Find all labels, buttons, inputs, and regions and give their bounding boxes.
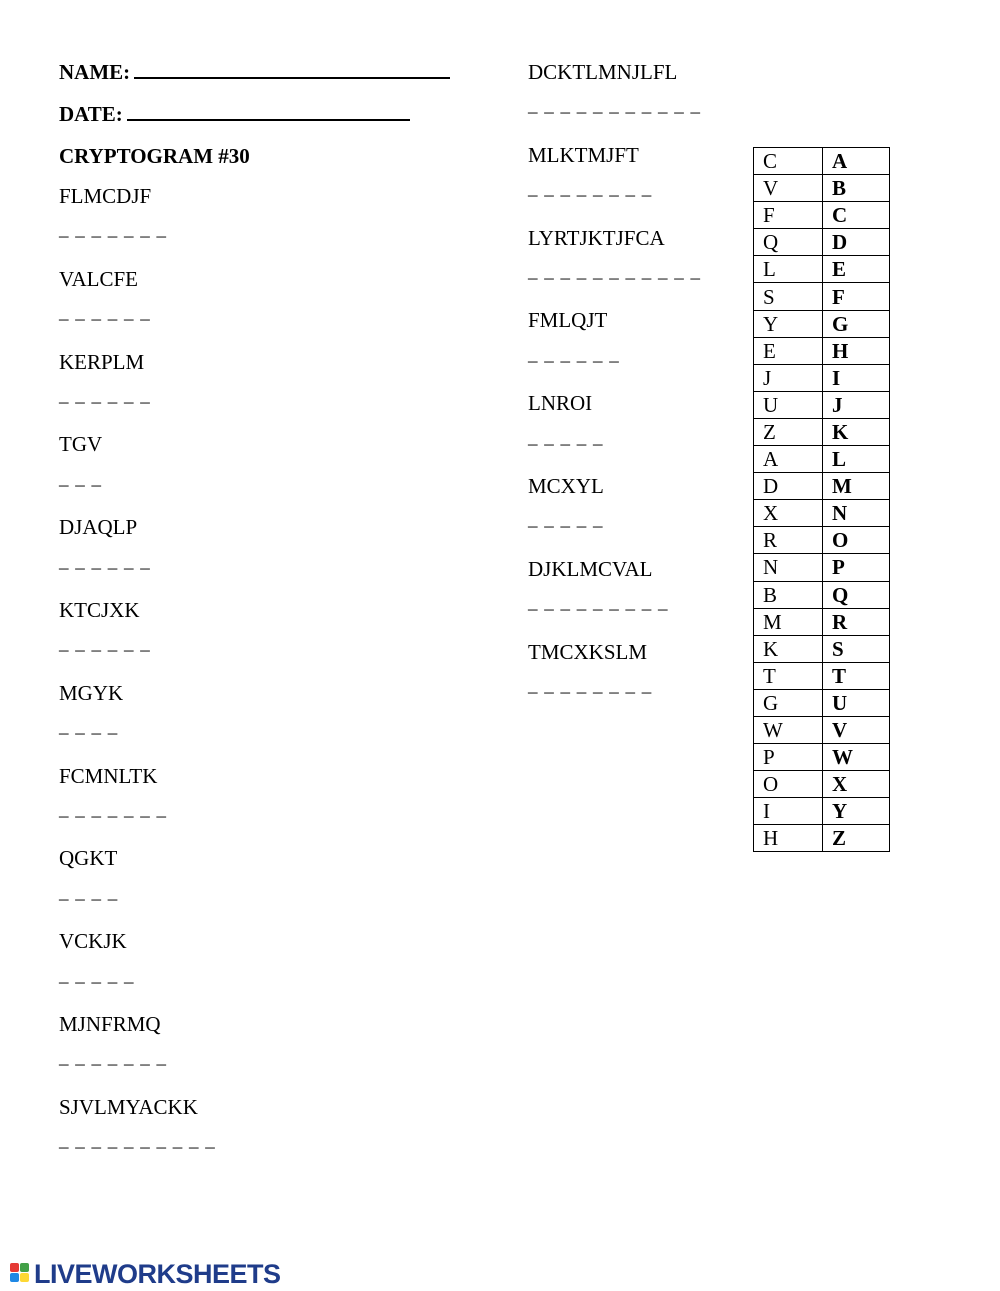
answer-blank[interactable]: _ _ _ _ _ _ _ _ <box>528 178 653 200</box>
cipher-letter: H <box>754 825 823 852</box>
logo-square-yellow <box>20 1273 29 1282</box>
answer-blank[interactable]: _ _ _ _ <box>59 881 119 903</box>
key-row <box>754 798 890 825</box>
logo-square-red <box>10 1263 19 1272</box>
plain-letter: R <box>823 608 890 635</box>
cipher-letter: B <box>754 581 823 608</box>
cipher-word: KERPLM <box>59 349 145 374</box>
cipher-word: TGV <box>59 432 103 457</box>
cipher-letter: W <box>754 716 823 743</box>
plain-letter: N <box>823 500 890 527</box>
answer-blank[interactable]: _ _ _ _ _ _ <box>59 550 151 572</box>
answer-blank[interactable]: _ _ _ _ _ _ _ <box>59 799 167 820</box>
key-row <box>754 310 890 337</box>
key-row <box>754 554 890 581</box>
answer-blank[interactable]: _ _ _ _ _ _ _ _ _ _ <box>59 1130 216 1152</box>
key-row <box>754 202 890 229</box>
cipher-letter: U <box>754 391 823 418</box>
cipher-word: QGKT <box>59 846 118 871</box>
answer-blank[interactable]: _ _ _ _ _ _ _ _ _ <box>528 592 669 614</box>
key-row <box>754 256 890 283</box>
cipher-word: DCKTLMNJLFL <box>528 60 678 84</box>
answer-blank[interactable]: _ _ _ _ _ _ _ _ _ _ _ <box>528 261 701 282</box>
plain-letter: V <box>823 716 890 743</box>
liveworksheets-logo: LIVEWORKSHEETS <box>34 1259 281 1289</box>
cipher-key-table <box>753 147 890 852</box>
cipher-letter: C <box>754 148 823 175</box>
key-row <box>754 500 890 527</box>
answer-blank[interactable]: _ _ _ _ _ _ <box>59 633 151 655</box>
plain-letter: S <box>823 635 890 662</box>
liveworksheets-logo-icon <box>10 1263 30 1283</box>
cipher-letter: O <box>754 771 823 798</box>
plain-letter: B <box>823 175 890 202</box>
cipher-word: TMCXKSLM <box>528 639 648 664</box>
key-row <box>754 608 890 635</box>
answer-blank[interactable]: _ _ _ _ _ _ <box>59 302 151 324</box>
answer-blank[interactable]: _ _ _ _ _ _ _ <box>59 1047 167 1069</box>
date-field[interactable] <box>59 102 410 127</box>
answer-blank[interactable]: _ _ _ _ _ _ <box>59 385 151 406</box>
cipher-word: VALCFE <box>59 266 138 291</box>
plain-letter: F <box>823 283 890 310</box>
cipher-letter: D <box>754 473 823 500</box>
cipher-letter: M <box>754 608 823 635</box>
cipher-letter: J <box>754 364 823 391</box>
answer-blank[interactable]: _ _ _ _ _ _ _ _ _ _ _ <box>528 95 701 117</box>
cipher-word: LYRTJKTJFCA <box>528 225 665 250</box>
cipher-word: DJAQLP <box>59 515 138 540</box>
cipher-word: LNROI <box>528 391 593 416</box>
answer-blank[interactable]: _ _ _ _ _ _ <box>528 343 620 365</box>
plain-letter: U <box>823 689 890 716</box>
key-row <box>754 635 890 662</box>
plain-letter: G <box>823 310 890 337</box>
cipher-letter: R <box>754 527 823 554</box>
plain-letter: O <box>823 527 890 554</box>
cipher-letter: L <box>754 256 823 283</box>
plain-letter: H <box>823 337 890 364</box>
key-row <box>754 175 890 202</box>
key-row <box>754 716 890 743</box>
key-row <box>754 825 890 852</box>
cipher-letter: V <box>754 175 823 202</box>
key-row <box>754 662 890 689</box>
answer-blank[interactable]: _ _ _ _ <box>59 716 119 738</box>
cipher-word: MGYK <box>59 680 124 705</box>
date-underline <box>127 103 410 121</box>
cipher-letter: Y <box>754 310 823 337</box>
cipher-letter: S <box>754 283 823 310</box>
answer-blank[interactable]: _ _ _ <box>59 467 102 489</box>
key-row <box>754 364 890 391</box>
cipher-word: MCXYL <box>528 474 604 498</box>
key-row <box>754 446 890 473</box>
cipher-letter: P <box>754 744 823 771</box>
key-row <box>754 771 890 798</box>
key-row <box>754 391 890 418</box>
answer-blank[interactable]: _ _ _ _ _ <box>59 964 135 986</box>
plain-letter: J <box>823 391 890 418</box>
key-row <box>754 527 890 554</box>
plain-letter: C <box>823 202 890 229</box>
cipher-letter: Z <box>754 418 823 445</box>
plain-letter: A <box>823 148 890 175</box>
plain-letter: W <box>823 744 890 771</box>
cipher-word: MLKTMJFT <box>528 142 639 167</box>
plain-letter: Z <box>823 825 890 852</box>
plain-letter: P <box>823 554 890 581</box>
cipher-word: SJVLMYACKK <box>59 1094 198 1119</box>
plain-letter: Q <box>823 581 890 608</box>
name-field[interactable] <box>59 60 450 85</box>
cipher-word: MJNFRMQ <box>59 1012 161 1036</box>
logo-square-blue <box>10 1273 19 1282</box>
plain-letter: X <box>823 771 890 798</box>
page-title: CRYPTOGRAM #30 <box>59 144 250 168</box>
cipher-letter: A <box>754 446 823 473</box>
answer-blank[interactable]: _ _ _ _ _ <box>528 426 604 448</box>
key-row <box>754 418 890 445</box>
name-underline <box>134 61 450 79</box>
cipher-letter: Q <box>754 229 823 256</box>
key-row <box>754 283 890 310</box>
plain-letter: T <box>823 662 890 689</box>
cipher-letter: G <box>754 689 823 716</box>
cipher-letter: E <box>754 337 823 364</box>
key-row <box>754 473 890 500</box>
logo-square-green <box>20 1263 29 1272</box>
answer-blank[interactable]: _ _ _ _ _ _ _ _ <box>528 675 653 696</box>
key-row <box>754 337 890 364</box>
plain-letter: Y <box>823 798 890 825</box>
key-row <box>754 148 890 175</box>
plain-letter: I <box>823 364 890 391</box>
plain-letter: K <box>823 418 890 445</box>
plain-letter: E <box>823 256 890 283</box>
key-row <box>754 689 890 716</box>
answer-blank[interactable]: _ _ _ _ _ _ _ <box>59 219 167 241</box>
cipher-letter: T <box>754 662 823 689</box>
cipher-word: KTCJXK <box>59 598 140 622</box>
plain-letter: D <box>823 229 890 256</box>
cipher-word: FCMNLTK <box>59 763 158 788</box>
cipher-word: FLMCDJF <box>59 184 152 208</box>
cipher-letter: K <box>754 635 823 662</box>
cipher-letter: I <box>754 798 823 825</box>
cipher-word: FMLQJT <box>528 308 608 333</box>
cipher-word: DJKLMCVAL <box>528 556 653 581</box>
cipher-letter: F <box>754 202 823 229</box>
cipher-letter: N <box>754 554 823 581</box>
key-row <box>754 229 890 256</box>
name-label: NAME: <box>59 60 131 84</box>
date-label: DATE: <box>59 102 123 126</box>
plain-letter: M <box>823 473 890 500</box>
cipher-letter: X <box>754 500 823 527</box>
answer-blank[interactable]: _ _ _ _ _ <box>528 509 604 531</box>
key-row <box>754 744 890 771</box>
cipher-word: VCKJK <box>59 929 127 954</box>
plain-letter: L <box>823 446 890 473</box>
key-row <box>754 581 890 608</box>
